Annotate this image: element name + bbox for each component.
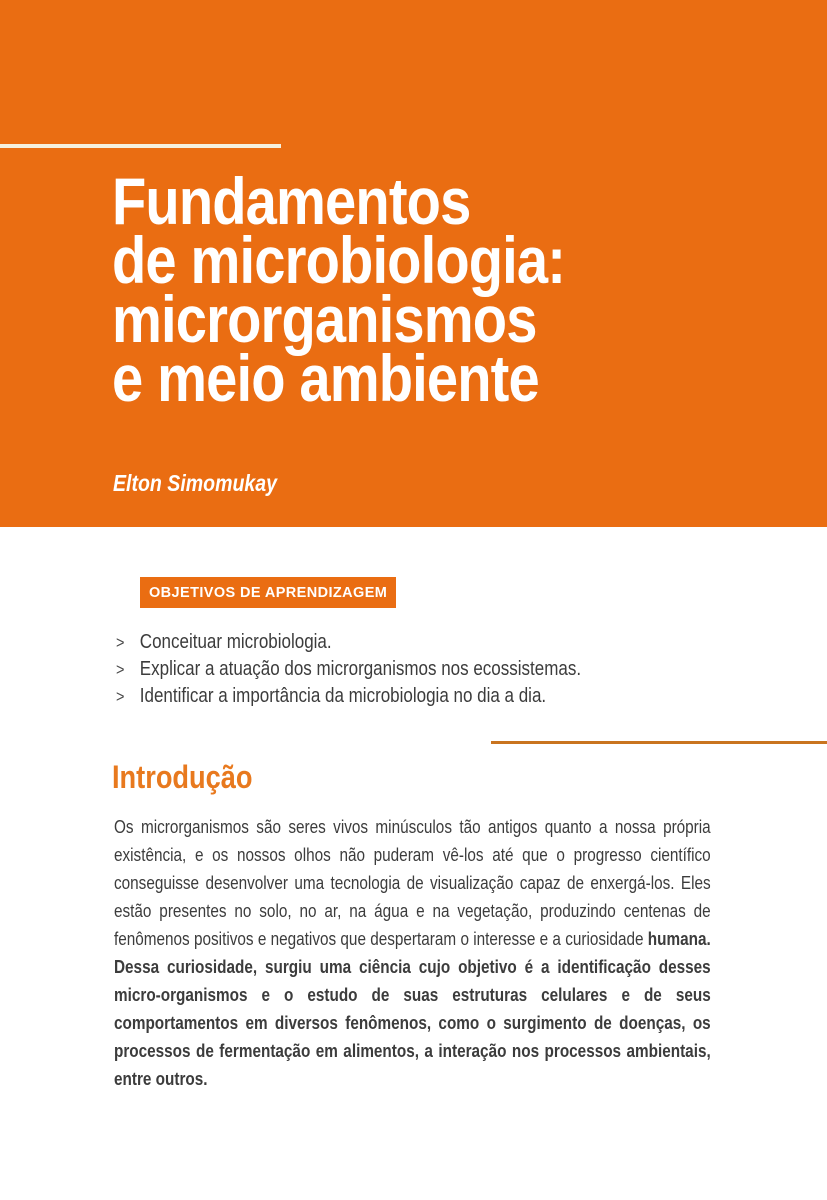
objective-item — [116, 629, 711, 656]
chapter-title-line-1: Fundamentos — [112, 164, 471, 238]
learning-objectives-label: OBJETIVOS DE APRENDIZAGEM — [149, 585, 388, 601]
header-accent-line — [0, 144, 281, 148]
chapter-header-band — [0, 0, 827, 527]
objective-item-text: Explicar a atuação dos microrganismos nos ecossistemas. — [139, 658, 582, 680]
bullet-chevron-icon: > — [116, 633, 125, 652]
introduction-paragraph-emphasis: humana. Dessa curiosidade, surgiu uma ciência cujo objetivo é a identificação desses micro-organismos e o estudo de suas estruturas celulares e de seus comportamentos em diversos fenômenos, como o surgimento de doenças, os processos de fermentação em alimentos, a interação nos processos ambientais, entre outros. — [114, 929, 711, 1089]
chapter-title-line-4: e meio ambiente — [112, 341, 539, 415]
introduction-paragraph-normal: Os microrganismos são seres vivos minúsculos tão antigos quanto a nossa própria existência, e os nossos olhos não puderam vê-los até que o progresso científico conseguisse desenvolver uma tecnologia de visualização capaz de enxergá-los. Eles estão presentes no solo, no ar, na água e na vegetação, produzindo centenas de fenômenos positivos e negativos que despertaram o interesse e a curiosidade — [114, 817, 711, 949]
objective-item-text: Identificar a importância da microbiologia no dia a dia. — [139, 685, 547, 707]
objective-item — [116, 656, 711, 683]
chapter-title-line-3: microrganismos — [112, 282, 537, 356]
author-name: Elton Simomukay — [113, 470, 278, 496]
section-divider-rule — [491, 741, 827, 744]
bullet-chevron-icon: > — [116, 660, 125, 679]
objective-item-text: Conceituar microbiologia. — [139, 631, 332, 653]
learning-objectives-list — [116, 629, 711, 710]
bullet-chevron-icon: > — [116, 687, 125, 706]
introduction-paragraph — [114, 813, 711, 1093]
introduction-heading: Introdução — [112, 759, 253, 795]
chapter-title — [112, 164, 758, 415]
learning-objectives-badge — [140, 577, 396, 608]
objective-item — [116, 683, 711, 710]
chapter-title-line-2: de microbiologia: — [112, 223, 566, 297]
